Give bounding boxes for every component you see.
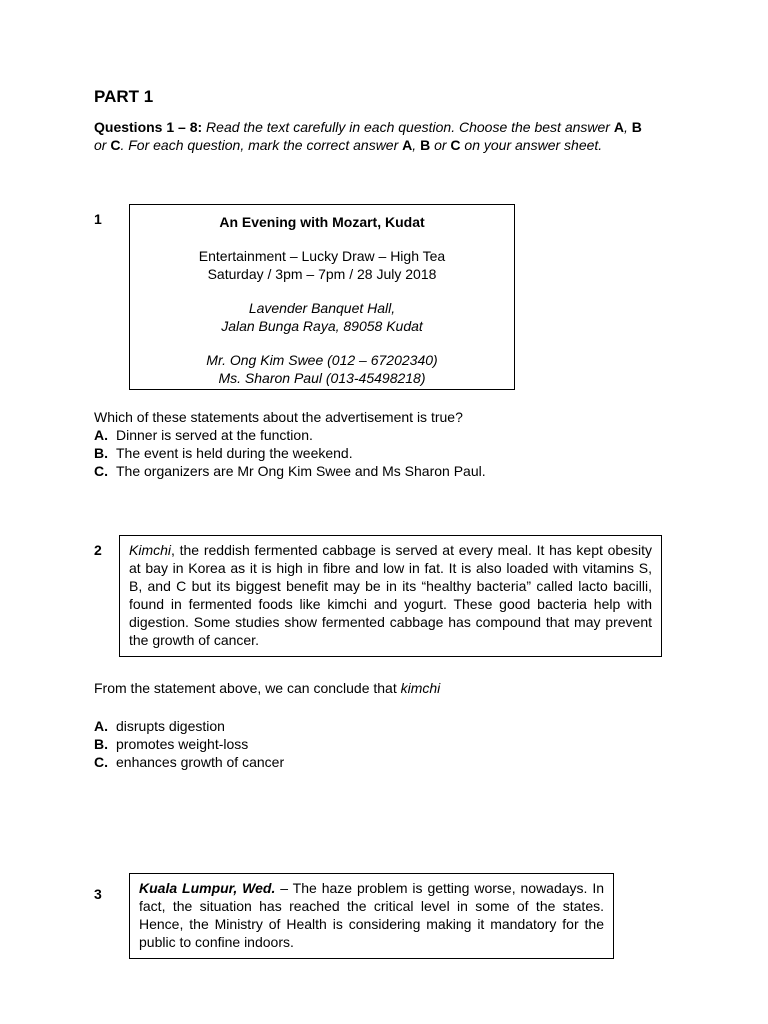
option-letter: C. bbox=[94, 754, 108, 770]
option-letter: A. bbox=[94, 427, 108, 443]
ad-contact-1: Mr. Ong Kim Swee (012 – 67202340) bbox=[206, 352, 438, 368]
dateline: Kuala Lumpur, Wed. bbox=[139, 880, 276, 896]
question-2-stem-row bbox=[94, 679, 674, 697]
part-title: PART 1 bbox=[94, 87, 154, 106]
instr-b2: B bbox=[420, 137, 431, 153]
instr-a: A bbox=[613, 119, 624, 135]
ad-line-2: Saturday / 3pm – 7pm / 28 July 2018 bbox=[207, 266, 437, 282]
question-number-3: 3 bbox=[94, 886, 102, 902]
kimchi-passage: , the reddish fermented cabbage is served at every meal. It has kept obesity at bay in Korea as it is high in fibre and low in fat. It is also loaded with vitamins S, B, and C but its biggest benefit may be in its “healthy bacteria” called lacto bacilli, found in fermented foods like kimchi and yogurt. These good bacteria help with digestion. Some studies show fermented cabbage has compound that may prevent the growth of cancer. bbox=[129, 542, 652, 648]
option-text: disrupts digestion bbox=[116, 718, 225, 734]
advertisement-box bbox=[129, 204, 515, 390]
option-1a[interactable] bbox=[94, 426, 674, 444]
option-2a[interactable] bbox=[94, 717, 674, 735]
option-letter: B. bbox=[94, 736, 108, 752]
instr-comma-2: , bbox=[412, 137, 421, 153]
option-text: The organizers are Mr Ong Kim Swee and Ms Sharon Paul. bbox=[116, 463, 486, 479]
ad-title: An Evening with Mozart, Kudat bbox=[219, 214, 425, 230]
option-letter: C. bbox=[94, 463, 108, 479]
option-text: The event is held during the weekend. bbox=[116, 445, 353, 461]
question-1-stem: Which of these statements about the advertisement is true? bbox=[94, 409, 463, 425]
instr-or: or bbox=[94, 137, 111, 153]
question-number-2: 2 bbox=[94, 542, 102, 558]
instructions-text-1: Read the text carefully in each question. Choose the best answer bbox=[202, 119, 614, 135]
instr-or-2: or bbox=[430, 137, 451, 153]
instructions-text-3: on your answer sheet. bbox=[460, 137, 603, 153]
kimchi-word: Kimchi bbox=[129, 542, 172, 558]
ad-address-1: Lavender Banquet Hall, bbox=[248, 300, 396, 316]
ad-line-1: Entertainment – Lucky Draw – High Tea bbox=[198, 248, 446, 264]
instr-c2: C bbox=[450, 137, 461, 153]
question-number-1: 1 bbox=[94, 211, 102, 227]
instructions-label: Questions 1 – 8: bbox=[94, 119, 203, 135]
instructions bbox=[94, 118, 654, 154]
instr-c: C bbox=[110, 137, 121, 153]
ad-address-2: Jalan Bunga Raya, 89058 Kudat bbox=[221, 318, 423, 334]
question-2-stem: From the statement above, we can conclude that bbox=[94, 680, 401, 696]
option-1c[interactable] bbox=[94, 462, 674, 480]
option-text: promotes weight-loss bbox=[116, 736, 249, 752]
question-1 bbox=[94, 408, 674, 480]
instr-comma: , bbox=[623, 119, 632, 135]
ad-contact-2: Ms. Sharon Paul (013-45498218) bbox=[218, 370, 426, 386]
instr-b: B bbox=[631, 119, 642, 135]
question-2-stem-italic: kimchi bbox=[400, 680, 441, 696]
option-letter: B. bbox=[94, 445, 108, 461]
kimchi-passage-box bbox=[119, 535, 662, 657]
option-2c[interactable] bbox=[94, 753, 674, 771]
instructions-text-2: . For each question, mark the correct answer bbox=[120, 137, 403, 153]
question-2-options bbox=[94, 717, 674, 771]
option-letter: A. bbox=[94, 718, 108, 734]
option-1b[interactable] bbox=[94, 444, 674, 462]
instr-a2: A bbox=[402, 137, 413, 153]
option-text: enhances growth of cancer bbox=[116, 754, 285, 770]
option-2b[interactable] bbox=[94, 735, 674, 753]
option-text: Dinner is served at the function. bbox=[116, 427, 313, 443]
haze-passage-box bbox=[129, 873, 614, 959]
haze-passage: – The haze problem is getting worse, nowadays. In fact, the situation has reached the critical level in some of the states. Hence, the Ministry of Health is considering making it mandatory for the public to confine indoors. bbox=[139, 880, 605, 950]
